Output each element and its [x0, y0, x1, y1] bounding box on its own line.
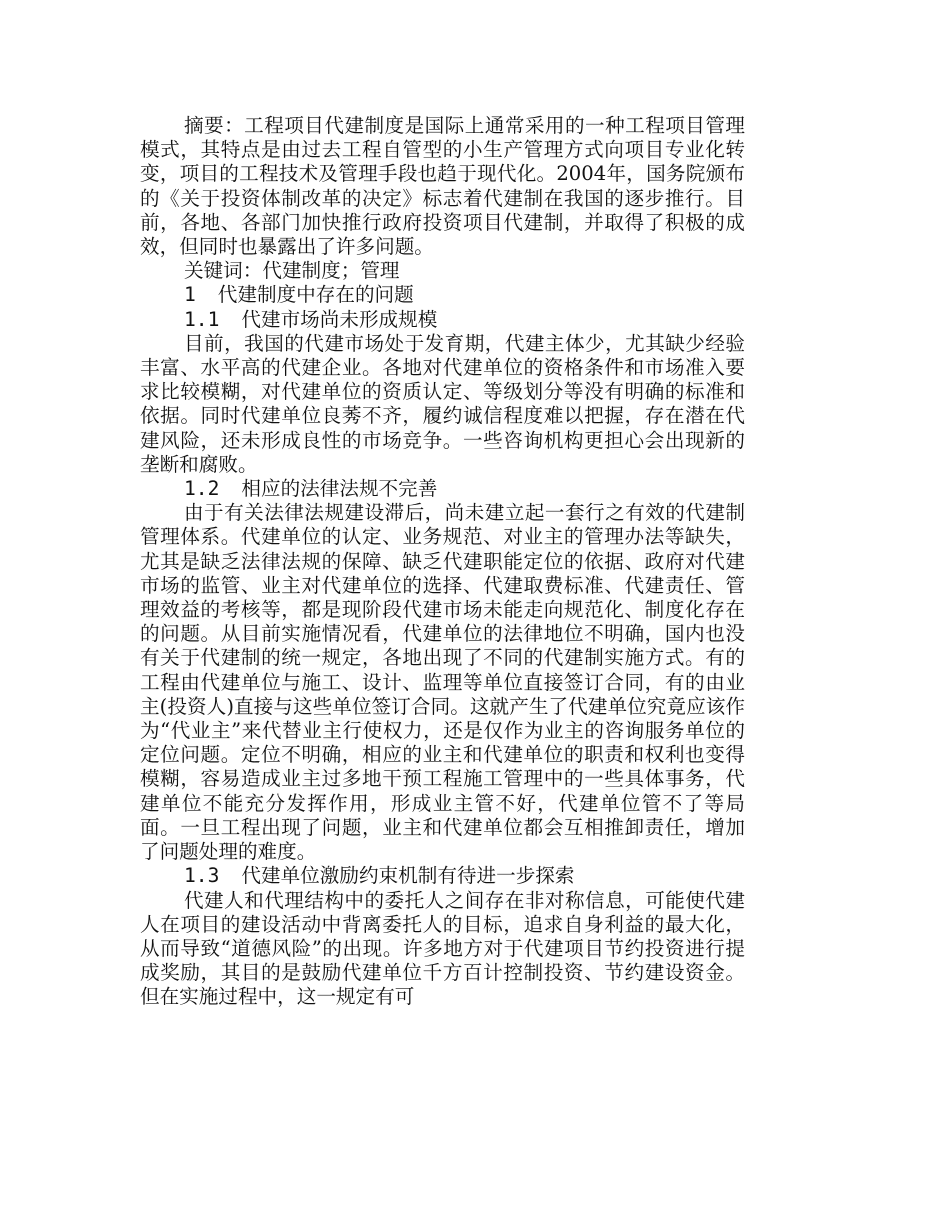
- section-heading-1-2: [140, 477, 745, 501]
- document-body: [140, 114, 745, 1010]
- abstract-paragraph: 摘要：工程项目代建制度是国际上通常采用的一种工程项目管理模式，其特点是由过去工程自管型的小生产管理方式向项目专业化转变，项目的工程技术及管理手段也趋于现代化。2004年，国务院颁布的《关于投资体制改革的决定》标志着代建制在我国的逐步推行。目前，各地、各部门加快推行政府投资项目代建制，并取得了积极的成效，但同时也暴露出了许多问题。: [140, 114, 745, 259]
- section-title: 代建制度中存在的问题: [217, 283, 414, 307]
- section-number: 1.1: [184, 307, 220, 331]
- section-1-3-paragraph: 代建人和代理结构中的委托人之间存在非对称信息，可能使代建人在项目的建设活动中背离委托人的目标，追求自身利益的最大化，从而导致“道德风险”的出现。许多地方对于代建项目节约投资进行提成奖励，其目的是鼓励代建单位千方百计控制投资、节约建设资金。但在实施过程中，这一规定有可: [140, 888, 745, 1009]
- section-1-2-paragraph: 由于有关法律法规建设滞后，尚未建立起一套行之有效的代建制管理体系。代建单位的认定、业务规范、对业主的管理办法等缺失，尤其是缺乏法律法规的保障、缺乏代建职能定位的依据、政府对代建市场的监管、业主对代建单位的选择、代建取费标准、代建责任、管理效益的考核等，都是现阶段代建市场未能走向规范化、制度化存在的问题。从目前实施情况看，代建单位的法律地位不明确，国内也没有关于代建制的统一规定，各地出现了不同的代建制实施方式。有的工程由代建单位与施工、设计、监理等单位直接签订合同，有的由业主(投资人)直接与这些单位签订合同。这就产生了代建单位究竟应该作为“代业主”来代替业主行使权力，还是仅作为业主的咨询服务单位的定位问题。定位不明确，相应的业主和代建单位的职责和权利也变得模糊，容易造成业主过多地干预工程施工管理中的一些具体事务，代建单位不能充分发挥作用，形成业主管不好，代建单位管不了等局面。一旦工程出现了问题，业主和代建单位都会互相推卸责任，增加了问题处理的难度。: [140, 501, 745, 864]
- section-1-1-paragraph: 目前，我国的代建市场处于发育期，代建主体少，尤其缺少经验丰富、水平高的代建企业。各地对代建单位的资格条件和市场准入要求比较模糊，对代建单位的资质认定、等级划分等没有明确的标准和依据。同时代建单位良莠不齐，履约诚信程度难以把握，存在潜在代建风险，还未形成良性的市场竞争。一些咨询机构更担心会出现新的垄断和腐败。: [140, 331, 745, 476]
- section-title: 代建市场尚未形成规模: [241, 307, 438, 331]
- section-heading-1: [140, 283, 745, 307]
- section-title: 代建单位激励约束机制有待进一步探索: [241, 864, 575, 888]
- section-heading-1-1: [140, 308, 745, 332]
- keywords-line: 关键词：代建制度；管理: [184, 259, 400, 283]
- section-heading-1-3: [140, 864, 745, 888]
- section-number: 1.3: [184, 864, 220, 888]
- section-number: 1: [184, 283, 196, 307]
- section-number: 1.2: [184, 477, 220, 501]
- section-title: 相应的法律法规不完善: [241, 477, 438, 501]
